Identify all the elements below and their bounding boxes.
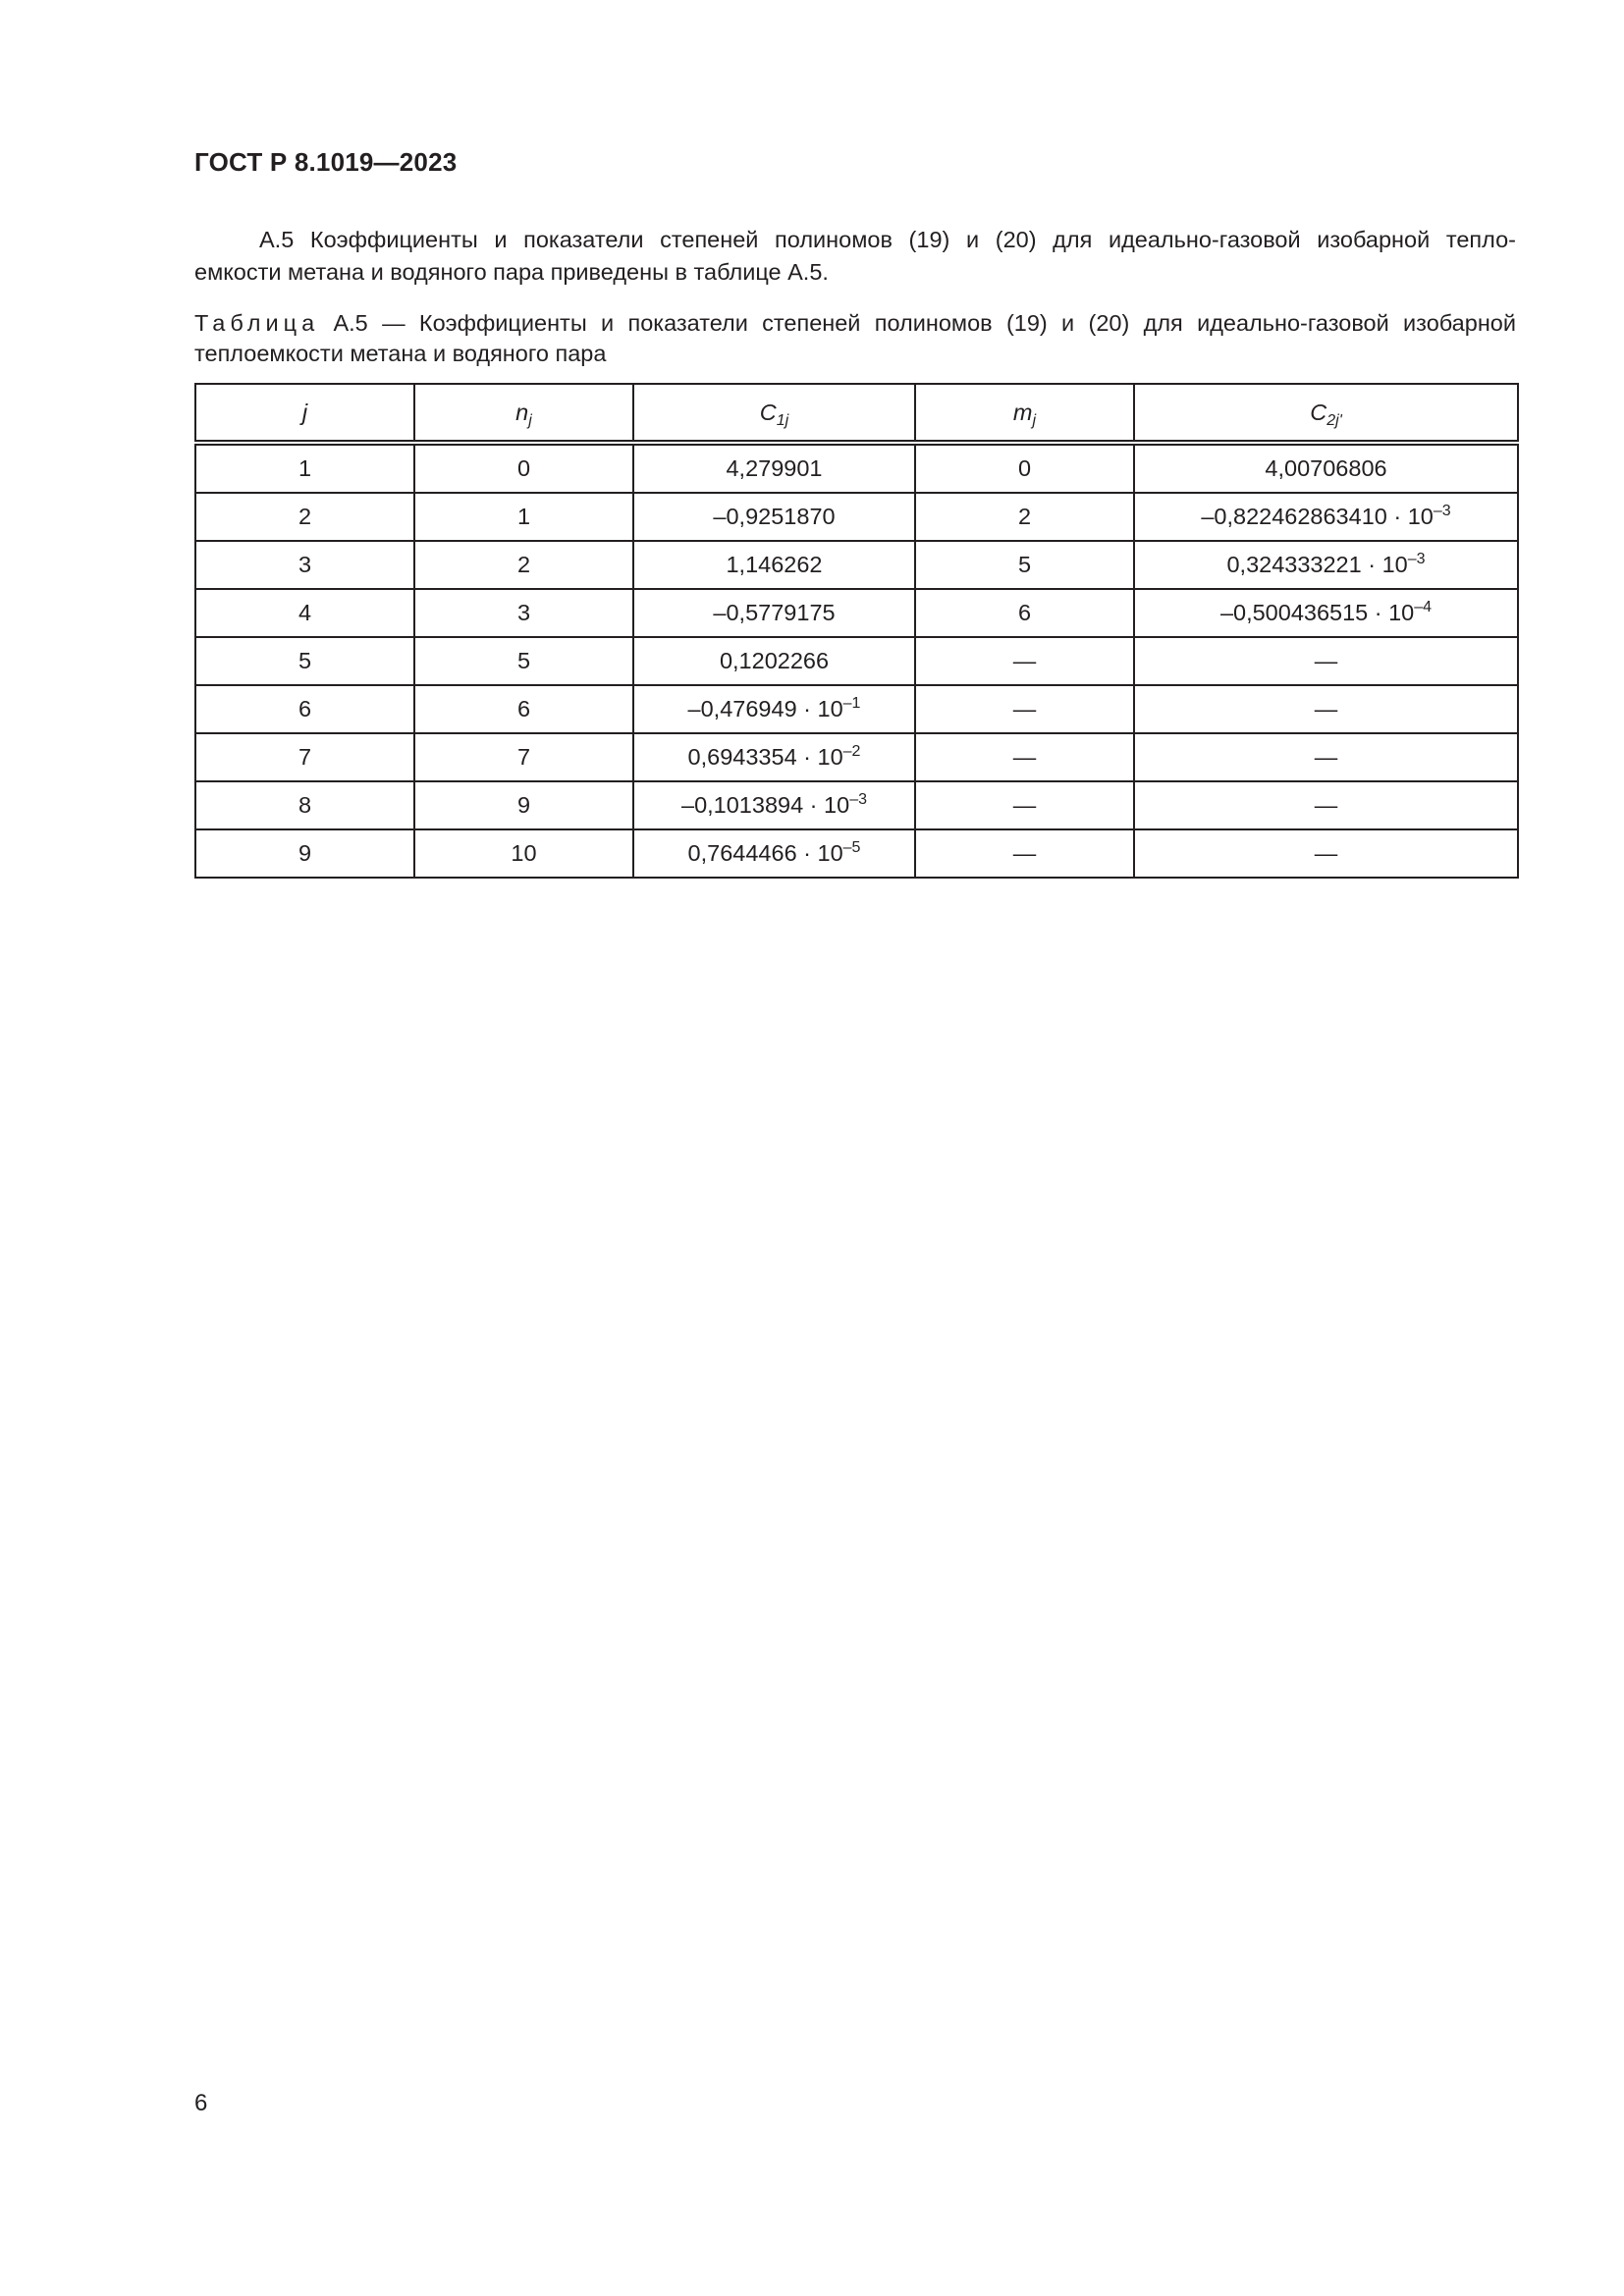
- cell-value: –0,476949 · 10: [687, 696, 843, 721]
- table-row: [195, 589, 1518, 637]
- table-cell: [414, 541, 633, 589]
- cell-exponent: –3: [1433, 503, 1451, 519]
- table-cell: [1134, 829, 1518, 878]
- cell-value: 7: [516, 744, 531, 770]
- table-header-row: [195, 384, 1518, 443]
- table-cell: [414, 829, 633, 878]
- caption-line-2: теплоемкости метана и водяного пара: [194, 341, 607, 366]
- cell-value: —: [1314, 840, 1338, 866]
- table-cell: [1134, 781, 1518, 829]
- table-cell: [915, 685, 1134, 733]
- cell-value: —: [1314, 792, 1338, 818]
- caption-line-1: [194, 308, 1516, 339]
- cell-exponent: –3: [849, 791, 867, 808]
- cell-value: 0: [1017, 455, 1032, 481]
- table-cell: [414, 733, 633, 781]
- table-cell: [414, 493, 633, 541]
- table-row: [195, 781, 1518, 829]
- cell-value: 5: [1017, 552, 1032, 577]
- table-cell: [633, 493, 915, 541]
- header-symbol: C: [759, 399, 777, 425]
- table-cell: [414, 443, 633, 493]
- cell-value: —: [1314, 744, 1338, 770]
- header-symbol: m: [1012, 399, 1033, 425]
- table-cell: [633, 733, 915, 781]
- table-cell: [633, 541, 915, 589]
- cell-value: —: [1012, 744, 1037, 770]
- standard-designation: ГОСТ Р 8.1019—2023: [194, 147, 458, 177]
- cell-value: 6: [1017, 600, 1032, 625]
- header-symbol: C: [1310, 399, 1327, 425]
- cell-value: 4,00706806: [1265, 455, 1387, 481]
- table-cell: [1134, 493, 1518, 541]
- cell-value: –0,500436515 · 10: [1219, 600, 1415, 625]
- cell-value: 3: [516, 600, 531, 625]
- cell-value: 7: [298, 744, 312, 770]
- header-symbol: j: [301, 399, 308, 425]
- caption-prefix: Таблица: [194, 310, 320, 336]
- document-header: [194, 147, 457, 178]
- cell-value: 2: [516, 552, 531, 577]
- cell-value: –0,1013894 · 10: [681, 792, 850, 818]
- cell-value: 2: [298, 504, 312, 529]
- header-subscript: 1j: [776, 411, 789, 429]
- cell-value: 10: [511, 840, 537, 866]
- cell-value: —: [1012, 840, 1037, 866]
- cell-value: 0,1202266: [719, 648, 830, 673]
- table-cell: [1134, 541, 1518, 589]
- cell-value: 3: [298, 552, 312, 577]
- cell-value: 5: [516, 648, 531, 673]
- table-cell: [414, 589, 633, 637]
- cell-value: 1: [516, 504, 531, 529]
- table-cell: [195, 589, 414, 637]
- table-cell: [915, 781, 1134, 829]
- cell-value: 0,6943354 · 10: [687, 744, 843, 770]
- cell-value: 1: [298, 455, 312, 481]
- header-subscript: j: [528, 411, 532, 429]
- table-cell: [915, 589, 1134, 637]
- paragraph-line-1: А.5 Коэффициенты и показатели степеней полиномов (19) и (20) для идеально-газовой изобарной тепло-: [259, 227, 1516, 252]
- cell-value: 0,324333221 · 10: [1226, 552, 1408, 577]
- table-caption: [194, 308, 1516, 369]
- cell-value: 1,146262: [726, 552, 823, 577]
- cell-value: 0: [516, 455, 531, 481]
- table-cell: [195, 781, 414, 829]
- table-cell: [633, 589, 915, 637]
- table-cell: [633, 685, 915, 733]
- cell-exponent: –5: [842, 839, 861, 856]
- table-cell: [1134, 589, 1518, 637]
- cell-value: —: [1314, 648, 1338, 673]
- cell-value: 9: [298, 840, 312, 866]
- table-cell: [1134, 733, 1518, 781]
- table-body: [195, 443, 1518, 878]
- table-cell: [915, 829, 1134, 878]
- table-cell: [915, 443, 1134, 493]
- header-subscript: 2j': [1326, 411, 1342, 429]
- table-row: [195, 829, 1518, 878]
- table-cell: [633, 781, 915, 829]
- table-row: [195, 637, 1518, 685]
- table-row: [195, 541, 1518, 589]
- cell-value: 2: [1017, 504, 1032, 529]
- table-cell: [633, 637, 915, 685]
- table-row: [195, 493, 1518, 541]
- header-cell: [633, 384, 915, 443]
- header-symbol: n: [515, 399, 529, 425]
- caption-line-1-text: А.5 — Коэффициенты и показатели степеней полиномов (19) и (20) для идеально-газовой изобарной: [319, 310, 1516, 336]
- table-cell: [915, 541, 1134, 589]
- cell-value: 6: [516, 696, 531, 721]
- cell-value: —: [1012, 696, 1037, 721]
- cell-exponent: –4: [1414, 599, 1433, 615]
- table-cell: [195, 733, 414, 781]
- table-row: [195, 685, 1518, 733]
- cell-value: –0,9251870: [713, 504, 836, 529]
- cell-value: 4: [298, 600, 312, 625]
- header-cell: [414, 384, 633, 443]
- cell-value: –0,822462863410 · 10: [1201, 504, 1434, 529]
- cell-exponent: –3: [1407, 551, 1426, 567]
- page-number: 6: [194, 2090, 208, 2116]
- cell-value: 9: [516, 792, 531, 818]
- cell-value: —: [1012, 648, 1037, 673]
- table-cell: [195, 443, 414, 493]
- table-cell: [915, 637, 1134, 685]
- table-cell: [1134, 443, 1518, 493]
- header-cell: [915, 384, 1134, 443]
- table-cell: [195, 685, 414, 733]
- table-cell: [414, 781, 633, 829]
- cell-value: 0,7644466 · 10: [687, 840, 843, 866]
- table-cell: [195, 541, 414, 589]
- cell-exponent: –2: [842, 743, 861, 760]
- cell-value: 6: [298, 696, 312, 721]
- table-cell: [915, 733, 1134, 781]
- table-cell: [414, 685, 633, 733]
- cell-value: —: [1012, 792, 1037, 818]
- cell-value: 5: [298, 648, 312, 673]
- paragraph-line-2: емкости метана и водяного пара приведены в таблице А.5.: [194, 259, 829, 285]
- table-cell: [1134, 637, 1518, 685]
- table-cell: [1134, 685, 1518, 733]
- coefficients-table: [194, 383, 1519, 879]
- table-cell: [633, 829, 915, 878]
- header-cell: [195, 384, 414, 443]
- header-cell: [1134, 384, 1518, 443]
- table-row: [195, 733, 1518, 781]
- body-paragraph: [194, 224, 1516, 289]
- header-subscript: j: [1032, 411, 1037, 429]
- cell-value: 8: [298, 792, 312, 818]
- cell-value: –0,5779175: [713, 600, 836, 625]
- table-cell: [633, 443, 915, 493]
- table-cell: [195, 637, 414, 685]
- cell-exponent: –1: [842, 695, 861, 712]
- table-cell: [414, 637, 633, 685]
- table-cell: [195, 493, 414, 541]
- table-cell: [915, 493, 1134, 541]
- table-cell: [195, 829, 414, 878]
- table-row: [195, 443, 1518, 493]
- cell-value: —: [1314, 696, 1338, 721]
- cell-value: 4,279901: [726, 455, 823, 481]
